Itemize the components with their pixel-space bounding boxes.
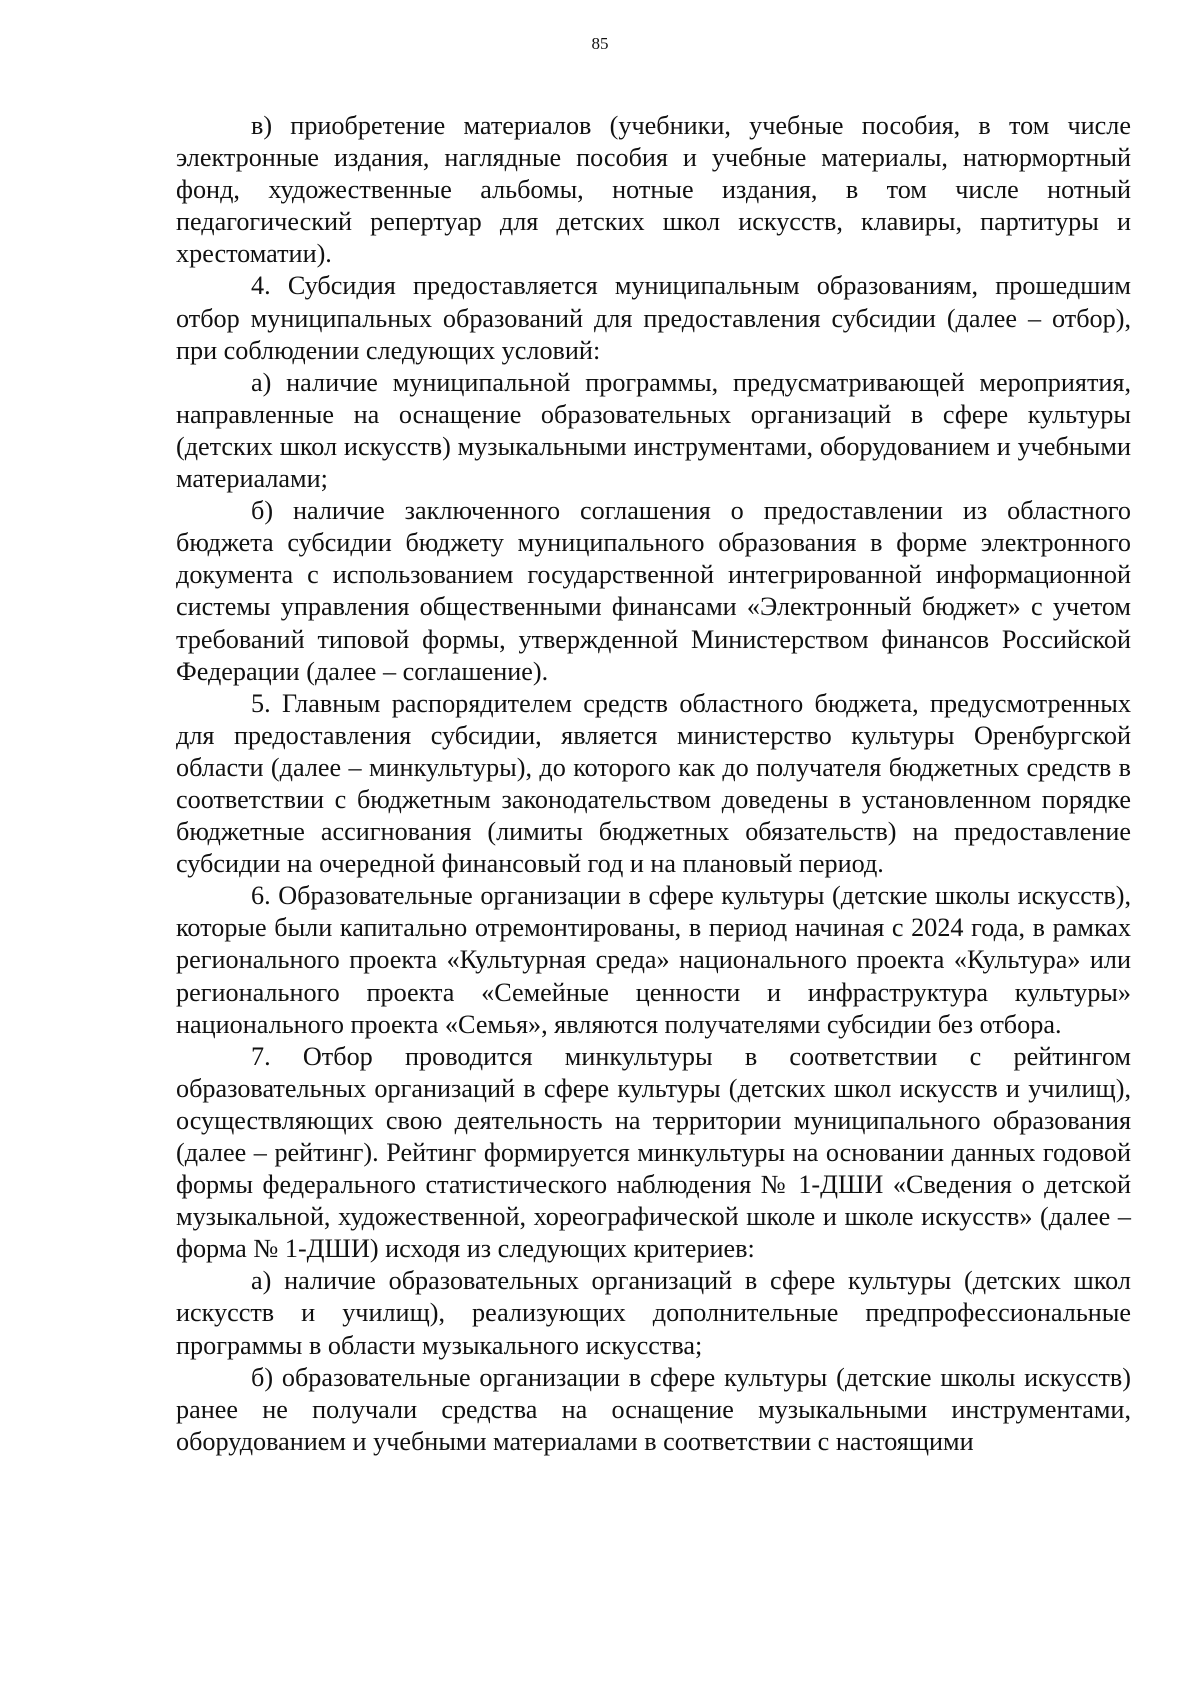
paragraph-4b: б) наличие заключенного соглашения о предоставлении из областного бюджета субсидии бюджету муниципального образования в форме электронного документа с использованием государственной интегрированной информационной системы управления общественными финансами «Электронный бюджет» с учетом требований типовой формы, утвержденной Министерством финансов Российской Федерации (далее – соглашение). bbox=[176, 496, 1131, 686]
document-body bbox=[176, 110, 1131, 1458]
paragraph-5: 5. Главным распорядителем средств областного бюджета, предусмотренных для предоставления субсидии, является министерство культуры Оренбургской области (далее – минкультуры), до которого как до получателя бюджетных средств в соответствии с бюджетным законодательством доведены в установленном порядке бюджетные ассигнования (лимиты бюджетных обязательств) на предоставление субсидии на очередной финансовый год и на плановый период. bbox=[176, 688, 1131, 879]
paragraph-6: 6. Образовательные организации в сфере культуры (детские школы искусств), которые были капитально отремонтированы, в период начиная с 2024 года, в рамках регионального проекта «Культурная среда» национального проекта «Культура» или регионального проекта «Семейные ценности и инфраструктура культуры» национального проекта «Семья», являются получателями субсидии без отбора. bbox=[176, 881, 1131, 1039]
paragraph-3v: в) приобретение материалов (учебники, учебные пособия, в том числе электронные издания, наглядные пособия и учебные материалы, натюрмортный фонд, художественные альбомы, нотные издания, в том числе нотный педагогический репертуар для детских школ искусств, клавиры, партитуры и хрестоматии). bbox=[176, 111, 1131, 269]
page-number: 85 bbox=[591, 34, 609, 53]
paragraph-4a: а) наличие муниципальной программы, предусматривающей мероприятия, направленные на оснащение образовательных организаций в сфере культуры (детских школ искусств) музыкальными инструментами, оборудованием и учебными материалами; bbox=[176, 367, 1131, 494]
paragraph-4: 4. Субсидия предоставляется муниципальным образованиям, прошедшим отбор муниципальных образований для предоставления субсидии (далее – отбор), при соблюдении следующих условий: bbox=[176, 271, 1131, 365]
paragraph-7a: а) наличие образовательных организаций в сфере культуры (детских школ искусств и училищ), реализующих дополнительные предпрофессиональные программы в области музыкального искусства; bbox=[176, 1266, 1131, 1360]
paragraph-7: 7. Отбор проводится минкультуры в соответствии с рейтингом образовательных организаций в сфере культуры (детских школ искусств и училищ), осуществляющих свою деятельность на территории муниципального образования (далее – рейтинг). Рейтинг формируется минкультуры на основании данных годовой формы федерального статистического наблюдения № 1-ДШИ «Сведения о детской музыкальной, художественной, хореографической школе и школе искусств» (далее – форма № 1-ДШИ) исходя из следующих критериев: bbox=[176, 1041, 1131, 1264]
paragraph-7b: б) образовательные организации в сфере культуры (детские школы искусств) ранее не получали средства на оснащение музыкальными инструментами, оборудованием и учебными материалами в соответствии с настоящими bbox=[176, 1362, 1131, 1456]
